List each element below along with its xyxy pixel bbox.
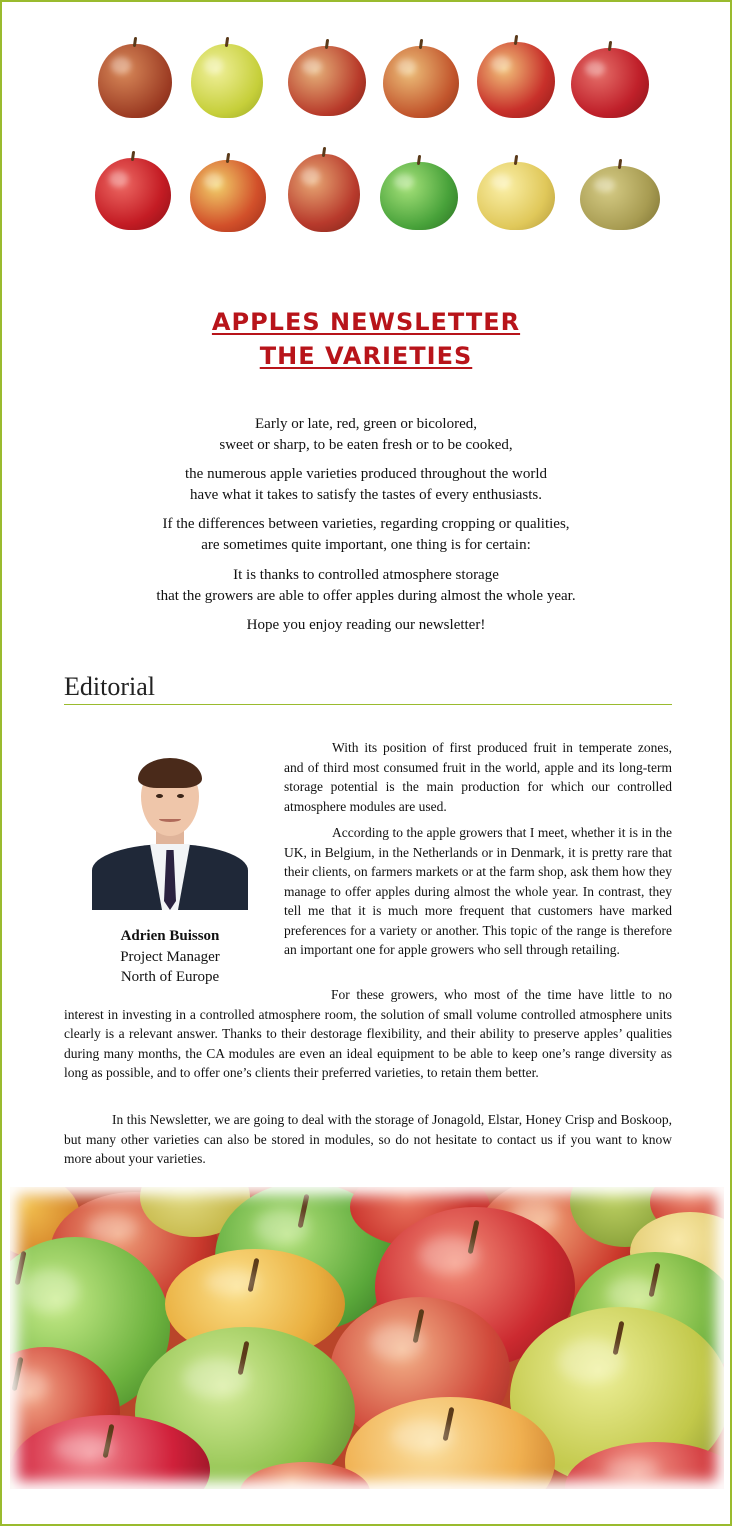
apple-icon [477,162,555,230]
intro-closing: Hope you enjoy reading our newsletter! [246,617,486,633]
intro-paragraph: the numerous apple varieties produced throughout the world have what it takes to satisfy the tastes of every enthusiasts. [185,466,547,503]
apple-icon [191,44,263,118]
editorial-paragraph: According to the apple growers that I meet, whether it is in the UK, in Belgium, in the Netherlands or in Denmark, it is pretty rare that their clients, on farmers markets or at the farm shop, ask them how they manage to offer apples during almost the whole year. In contrast, they tell me that it is much more frequent that customers have marked preferences for a variety or another. This topic of the range is therefore an important one for apple growers who sell through retailing. [284,825,673,957]
author-name: Adrien Buisson [120,928,220,944]
section-heading: Editorial [64,672,155,701]
intro-paragraph: If the differences between varieties, regarding cropping or qualities, are sometimes quite important, one thing is for certain: [162,516,570,553]
apple-icon [288,46,366,116]
apple-icon [380,162,458,230]
newsletter-title: APPLES NEWSLETTER [211,308,521,336]
author-role: Project Manager [120,949,220,965]
apple-icon [98,44,172,118]
apples-photo [10,1187,724,1489]
apple-icon [477,42,555,118]
apple-varieties-image [2,2,730,252]
apple-icon [383,46,459,118]
apple-icon [580,166,660,230]
intro-paragraph: It is thanks to controlled atmosphere storage that the growers are able to offer apples during almost the whole year. [156,567,576,604]
author-region: North of Europe [120,969,220,985]
divider [64,704,672,705]
editorial-paragraph: With its position of first produced fruit in temperate zones, and of third most consumed fruit in the world, apple and its long-term storage potential is the main production for which our controlled atmosphere modules are used. [284,740,672,814]
apple-icon [95,158,171,230]
author-photo [92,750,248,910]
intro-paragraph: Early or late, red, green or bicolored, sweet or sharp, to be eaten fresh or to be cooked, [219,416,513,453]
apple-icon [571,48,649,118]
apple-icon [288,154,360,232]
newsletter-subtitle: THE VARIETIES [259,342,473,370]
apple-icon [190,160,266,232]
editorial-paragraph: In this Newsletter, we are going to deal with the storage of Jonagold, Elstar, Honey Crisp and Boskoop, but many other varieties can also be stored in modules, so do not hesitate to contact us if you want to know more about your varieties. [64,1112,672,1166]
editorial-paragraph: For these growers, who most of the time have little to no interest in investing in a controlled atmosphere room, the solution of small volume controlled atmosphere units clearly is a relevant answer. Thanks to their destorage flexibility, and their ability to preserve apples’ qualities during many months, the CA modules are even an ideal equipment to be able to keep one’s range diversity as long as possible, and to offer one’s clients their preferred varieties, to retain them better. [64,987,672,1080]
